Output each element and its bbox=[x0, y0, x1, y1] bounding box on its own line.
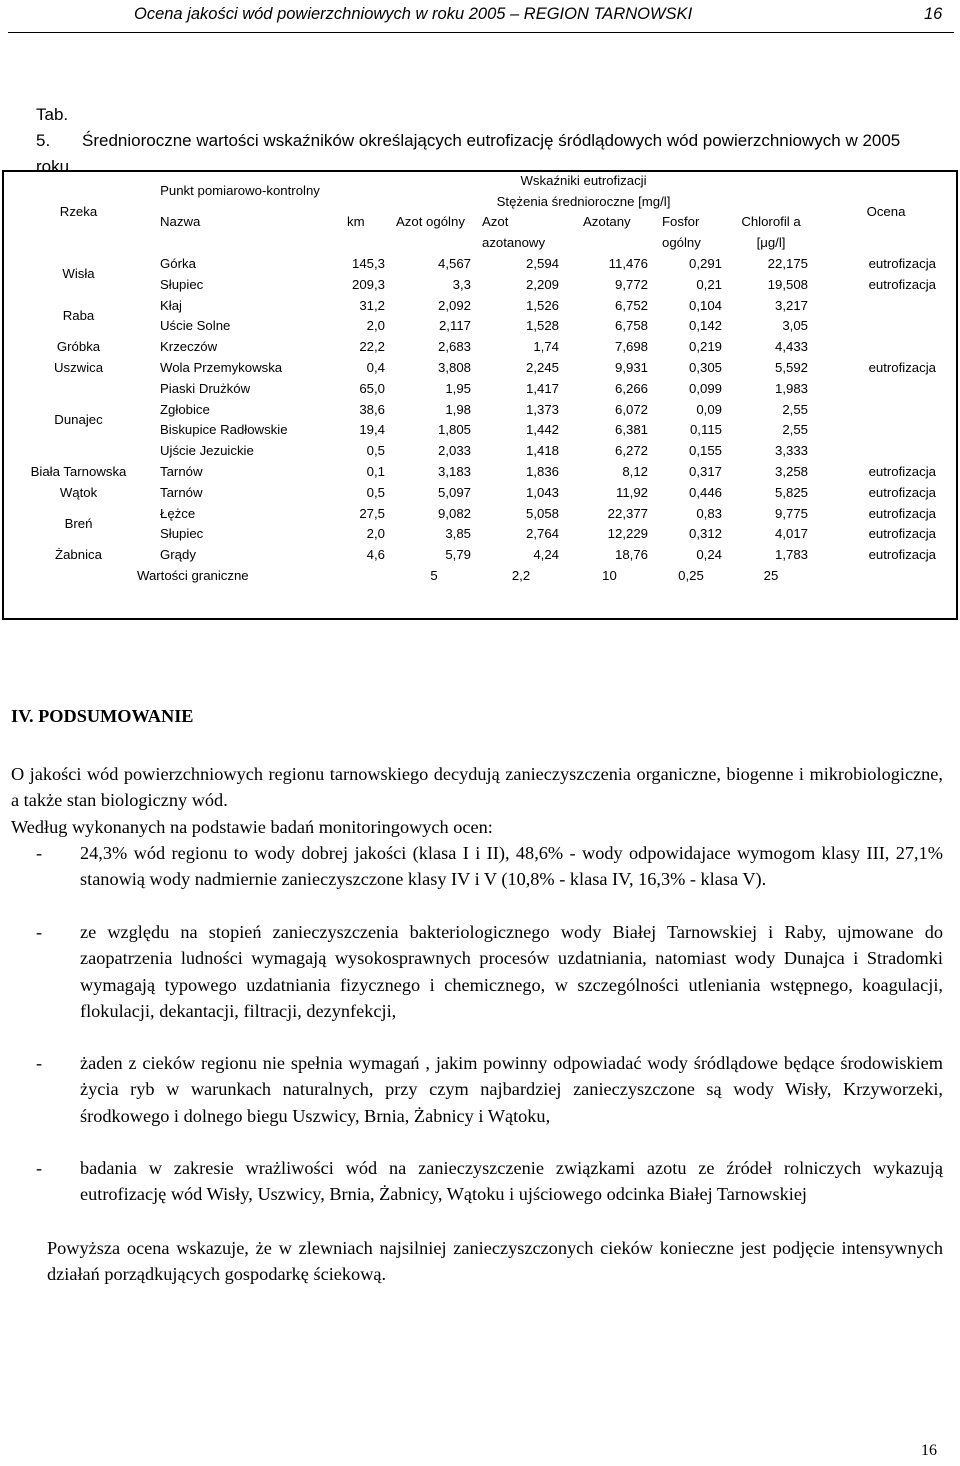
cell-chlorophyll: 2,55 bbox=[782, 422, 809, 438]
cell-river: Żabnica bbox=[55, 547, 102, 563]
table-row bbox=[2, 461, 958, 482]
cell-km: 2,0 bbox=[366, 318, 385, 334]
header-assessment: Ocena bbox=[866, 204, 906, 220]
cell-nitrates: 11,92 bbox=[615, 484, 648, 500]
cell-chlorophyll: 19,508 bbox=[767, 276, 809, 292]
cell-assessment bbox=[814, 378, 958, 399]
cell-assessment: eutrofizacja bbox=[868, 505, 937, 521]
summary-bullet bbox=[11, 1050, 943, 1129]
cell-n-total: 1,805 bbox=[437, 422, 471, 438]
cell-n-nitrate: 1,74 bbox=[533, 339, 559, 355]
summary-bullet-text: 24,3% wód regionu to wody dobrej jakości (klasa I i II), 48,6% - wody odpowidajace wymogom klasy III, 27,1% stanowią wody nadmiernie zanieczyszczone klasy IV i V (10,8% - klasa IV, 16,3% - klasa V). bbox=[80, 843, 943, 890]
limit-p-total: 0,25 bbox=[678, 568, 704, 584]
table-caption-text: Średnioroczne wartości wskaźników określających eutrofizację śródlądowych wód powierzchniowych w 2005 roku bbox=[36, 131, 901, 176]
cell-n-nitrate: 2,764 bbox=[525, 526, 559, 542]
table-row bbox=[2, 357, 958, 378]
summary-conclusion: Powyższa ocena wskazuje, że w zlewniach najsilniej zanieczyszczonych cieków konieczne jest podjęcie intensywnych działań porządkujących gospodarkę ściekową. bbox=[47, 1238, 943, 1285]
cell-river: Dunajec bbox=[54, 412, 103, 428]
cell-n-total: 9,082 bbox=[437, 505, 471, 521]
header-name: Nazwa bbox=[160, 214, 201, 230]
cell-name: Biskupice Radłowskie bbox=[160, 422, 288, 438]
cell-assessment: eutrofizacja bbox=[868, 484, 937, 500]
cell-chlorophyll: 4,017 bbox=[775, 526, 809, 542]
cell-assessment bbox=[814, 295, 958, 316]
header-n-nitrate-1: Azot bbox=[482, 214, 509, 230]
cell-chlorophyll: 1,983 bbox=[775, 380, 809, 396]
cell-name: Uście Solne bbox=[160, 318, 231, 334]
cell-p-total: 0,21 bbox=[696, 276, 722, 292]
cell-n-nitrate: 2,245 bbox=[525, 360, 559, 376]
header-p-total-1: Fosfor bbox=[662, 214, 700, 230]
cell-nitrates: 7,698 bbox=[614, 339, 648, 355]
header-river: Rzeka bbox=[59, 204, 98, 220]
table-row bbox=[2, 253, 958, 274]
cell-assessment: eutrofizacja bbox=[868, 256, 937, 272]
summary-bullet-text: ze względu na stopień zanieczyszczenia bakteriologicznego wody Białej Tarnowskiej i Raby, ujmowane do zaopatrzenia ludności wymagają wysokosprawnych procesów uzdatniania, natomiast wody Dunajca i Stradomki wymagają typowego uzdatniania fizycznego i chemicznego, w szczególności utleniania wstępnego, koagulacji, flokulacji, dekantacji, filtracji, dezynfekcji, bbox=[80, 922, 943, 1021]
cell-nitrates: 9,772 bbox=[614, 276, 648, 292]
cell-river: Wątok bbox=[59, 484, 98, 500]
cell-nitrates: 6,266 bbox=[614, 380, 648, 396]
table-row bbox=[2, 482, 958, 503]
table-row bbox=[2, 295, 958, 316]
cell-name: Kłaj bbox=[160, 297, 182, 313]
cell-km: 27,5 bbox=[359, 505, 385, 521]
cell-n-total: 2,092 bbox=[437, 297, 471, 313]
cell-nitrates: 6,072 bbox=[614, 401, 648, 417]
cell-name: Górka bbox=[160, 256, 196, 272]
cell-nitrates: 9,931 bbox=[614, 360, 648, 376]
cell-n-nitrate: 1,418 bbox=[525, 443, 559, 459]
cell-assessment bbox=[814, 336, 958, 357]
cell-name: Łężce bbox=[160, 505, 196, 521]
cell-p-total: 0,219 bbox=[688, 339, 722, 355]
cell-p-total: 0,24 bbox=[696, 547, 722, 563]
cell-nitrates: 11,476 bbox=[608, 256, 648, 272]
cell-assessment: eutrofizacja bbox=[868, 547, 937, 563]
summary-bullet bbox=[11, 919, 943, 1024]
cell-km: 65,0 bbox=[359, 380, 385, 396]
cell-km: 2,0 bbox=[366, 526, 385, 542]
limit-n-nitrate: 2,2 bbox=[511, 568, 531, 584]
header-chlorophyll-1: Chlorofil a bbox=[741, 214, 801, 230]
bullet-dash: - bbox=[36, 1053, 43, 1073]
cell-assessment: eutrofizacja bbox=[868, 360, 937, 376]
cell-river: Gróbka bbox=[56, 339, 101, 355]
cell-n-total: 2,117 bbox=[438, 318, 471, 334]
cell-nitrates: 6,752 bbox=[614, 297, 648, 313]
cell-name: Piaski Drużków bbox=[160, 380, 251, 396]
table-row bbox=[2, 336, 958, 357]
cell-n-nitrate: 1,836 bbox=[525, 464, 559, 480]
cell-p-total: 0,83 bbox=[696, 505, 722, 521]
bullet-dash: - bbox=[36, 922, 43, 942]
cell-n-total: 5,097 bbox=[437, 484, 471, 500]
bullet-dash: - bbox=[36, 1158, 43, 1178]
cell-chlorophyll: 5,592 bbox=[775, 360, 809, 376]
cell-km: 145,3 bbox=[351, 256, 385, 272]
cell-chlorophyll: 3,333 bbox=[775, 443, 809, 459]
cell-assessment: eutrofizacja bbox=[868, 526, 937, 542]
limit-chlorophyll: 25 bbox=[763, 568, 779, 584]
cell-n-total: 3,3 bbox=[452, 276, 471, 292]
bullet-dash: - bbox=[36, 843, 43, 863]
cell-assessment bbox=[814, 420, 958, 441]
cell-p-total: 0,142 bbox=[688, 318, 722, 334]
cell-n-nitrate: 5,058 bbox=[525, 505, 559, 521]
cell-chlorophyll: 4,433 bbox=[775, 339, 809, 355]
header-nitrates: Azotany bbox=[583, 214, 631, 230]
limits-label: Wartości graniczne bbox=[137, 568, 249, 584]
section-heading: IV. PODSUMOWANIE bbox=[11, 706, 194, 726]
cell-n-total: 2,033 bbox=[437, 443, 471, 459]
summary-bullet-text: żaden z cieków regionu nie spełnia wymagań , jakim powinny odpowiadać wody śródlądowe będące środowiskiem życia ryb w warunkach naturalnych, przy czym najbardziej zanieczyszczone są wody Wisły, Krzyworzeki, środkowego i dolnego biegu Uszwicy, Brnia, Żabnicy i Wątoku, bbox=[80, 1053, 943, 1126]
table-caption bbox=[36, 102, 936, 180]
header-km: km bbox=[347, 214, 365, 230]
table-row bbox=[2, 544, 958, 565]
eutrophication-table bbox=[2, 170, 958, 586]
cell-river: Wisła bbox=[62, 266, 95, 282]
cell-km: 0,5 bbox=[366, 443, 385, 459]
footer-page-number: 16 bbox=[921, 1442, 937, 1459]
cell-river: Breń bbox=[64, 516, 93, 532]
cell-n-nitrate: 4,24 bbox=[533, 547, 559, 563]
cell-name: Słupiec bbox=[160, 526, 204, 542]
cell-n-nitrate: 2,209 bbox=[525, 276, 559, 292]
cell-p-total: 0,115 bbox=[689, 422, 722, 438]
running-header bbox=[0, 0, 960, 36]
summary-bullet bbox=[11, 1155, 943, 1208]
summary-intro: O jakości wód powierzchniowych regionu tarnowskiego decydują zanieczyszczenia organiczne, biogenne i mikrobiologiczne, a także stan biologiczny wód. bbox=[11, 764, 943, 811]
cell-name: Zgłobice bbox=[160, 401, 210, 417]
cell-p-total: 0,446 bbox=[688, 484, 722, 500]
cell-n-nitrate: 2,594 bbox=[525, 256, 559, 272]
cell-assessment: eutrofizacja bbox=[868, 464, 937, 480]
header-title: Ocena jakości wód powierzchniowych w roku 2005 – REGION TARNOWSKI bbox=[134, 5, 693, 23]
table-row bbox=[2, 378, 958, 399]
cell-km: 209,3 bbox=[351, 276, 385, 292]
cell-p-total: 0,312 bbox=[688, 526, 722, 542]
limit-assessment-empty bbox=[814, 565, 958, 586]
header-rule bbox=[8, 32, 954, 33]
cell-km: 0,4 bbox=[366, 360, 385, 376]
header-concentrations: Stężenia średnioroczne [mg/l] bbox=[496, 193, 671, 209]
cell-name: Ujście Jezuickie bbox=[160, 443, 254, 459]
cell-nitrates: 8,12 bbox=[622, 464, 648, 480]
cell-nitrates: 6,272 bbox=[614, 443, 648, 459]
cell-name: Grądy bbox=[160, 547, 196, 563]
cell-km: 19,4 bbox=[359, 422, 385, 438]
cell-chlorophyll: 1,783 bbox=[775, 547, 809, 563]
cell-km: 0,1 bbox=[366, 464, 385, 480]
cell-nitrates: 6,381 bbox=[614, 422, 648, 438]
cell-nitrates: 22,377 bbox=[607, 505, 648, 521]
cell-n-total: 5,79 bbox=[445, 547, 471, 563]
header-n-total: Azot ogólny bbox=[396, 214, 465, 230]
header-point: Punkt pomiarowo-kontrolny bbox=[160, 183, 320, 199]
cell-n-nitrate: 1,526 bbox=[525, 297, 559, 313]
cell-n-total: 3,85 bbox=[445, 526, 471, 542]
table-row bbox=[2, 503, 958, 524]
cell-chlorophyll: 22,175 bbox=[767, 256, 809, 272]
header-chlorophyll-2: [μg/l] bbox=[756, 235, 786, 251]
limit-nitrates: 10 bbox=[602, 568, 617, 584]
cell-n-nitrate: 1,442 bbox=[525, 422, 559, 438]
cell-chlorophyll: 2,55 bbox=[782, 401, 809, 417]
cell-name: Wola Przemykowska bbox=[160, 360, 283, 376]
cell-name: Tarnów bbox=[160, 484, 203, 500]
eutrophication-table-container bbox=[2, 170, 958, 620]
cell-n-total: 4,567 bbox=[437, 256, 471, 272]
cell-nitrates: 18,76 bbox=[614, 547, 648, 563]
cell-chlorophyll: 3,258 bbox=[775, 464, 809, 480]
cell-n-nitrate: 1,417 bbox=[525, 380, 559, 396]
cell-n-total: 1,98 bbox=[445, 401, 471, 417]
cell-river: Raba bbox=[62, 308, 95, 324]
header-indicators: Wskaźniki eutrofizacji bbox=[520, 172, 647, 188]
cell-n-total: 2,683 bbox=[437, 339, 471, 355]
cell-p-total: 0,317 bbox=[688, 464, 722, 480]
header-page-number: 16 bbox=[924, 5, 943, 23]
header-p-total-2: ogólny bbox=[662, 235, 701, 251]
cell-assessment bbox=[814, 316, 958, 337]
cell-chlorophyll: 3,217 bbox=[775, 297, 809, 313]
cell-river: Uszwica bbox=[53, 360, 104, 376]
cell-assessment: eutrofizacja bbox=[868, 276, 937, 292]
cell-km: 22,2 bbox=[359, 339, 385, 355]
cell-nitrates: 12,229 bbox=[607, 526, 648, 542]
limit-n-total: 5 bbox=[430, 568, 438, 584]
cell-n-nitrate: 1,043 bbox=[525, 484, 559, 500]
summary-lead: Według wykonanych na podstawie badań monitoringowych ocen: bbox=[11, 817, 493, 837]
cell-p-total: 0,09 bbox=[696, 401, 722, 417]
cell-n-nitrate: 1,528 bbox=[525, 318, 559, 334]
cell-n-total: 3,183 bbox=[437, 464, 471, 480]
cell-km: 38,6 bbox=[359, 401, 385, 417]
cell-assessment bbox=[814, 399, 958, 420]
cell-p-total: 0,099 bbox=[688, 380, 722, 396]
cell-p-total: 0,155 bbox=[688, 443, 722, 459]
cell-km: 0,5 bbox=[366, 484, 385, 500]
table-caption-number: Tab. 5. bbox=[36, 105, 69, 150]
header-n-nitrate-2: azotanowy bbox=[482, 235, 546, 251]
cell-p-total: 0,291 bbox=[688, 256, 722, 272]
cell-name: Słupiec bbox=[160, 276, 204, 292]
limits-row bbox=[2, 565, 958, 586]
cell-n-total: 3,808 bbox=[437, 360, 471, 376]
cell-name: Krzeczów bbox=[160, 339, 218, 355]
cell-n-nitrate: 1,373 bbox=[525, 401, 559, 417]
cell-p-total: 0,104 bbox=[688, 297, 722, 313]
cell-river: Biała Tarnowska bbox=[30, 464, 127, 480]
cell-n-total: 1,95 bbox=[445, 380, 471, 396]
cell-km: 31,2 bbox=[359, 297, 385, 313]
summary-bullet-text: badania w zakresie wrażliwości wód na zanieczyszczenie związkami azotu ze źródeł rolniczych wykazują eutrofizację wód Wisły, Uszwicy, Brnia, Żabnicy, Wątoku i ujściowego odcinka Białej Tarnowskiej bbox=[80, 1158, 943, 1205]
cell-nitrates: 6,758 bbox=[614, 318, 648, 334]
cell-chlorophyll: 9,775 bbox=[775, 505, 809, 521]
cell-name: Tarnów bbox=[160, 464, 203, 480]
summary-bullet bbox=[11, 840, 943, 893]
cell-chlorophyll: 5,825 bbox=[775, 484, 809, 500]
cell-assessment bbox=[814, 440, 958, 461]
cell-chlorophyll: 3,05 bbox=[782, 318, 809, 334]
cell-p-total: 0,305 bbox=[688, 360, 722, 376]
cell-km: 4,6 bbox=[366, 547, 385, 563]
